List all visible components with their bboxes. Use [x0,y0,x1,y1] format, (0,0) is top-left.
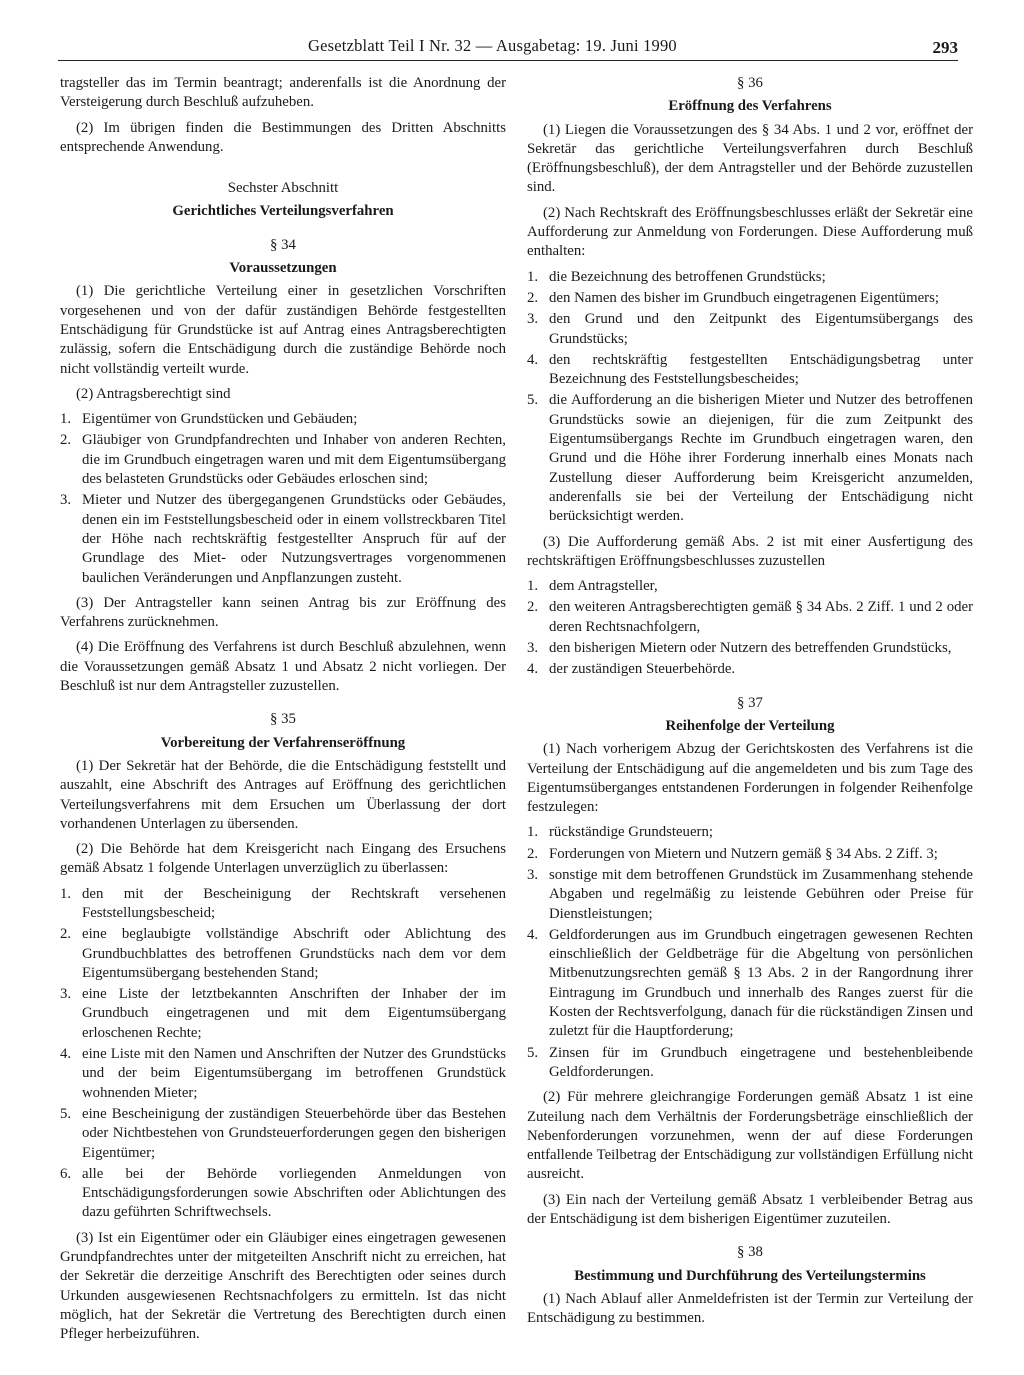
list-item [527,1044,973,1083]
paragraph: (2) Für mehrere gleichrangige Forderungen gemäß Absatz 1 ist eine Zuteilung nach dem Verhältnis der Forderungsbeträge einschließlich der Nebenforderungen vorzunehmen, wenn der auf diese Forderungen entfallende Teilbetrag der Entschädigung zur vollständigen Erfüllung nicht ausreicht. [527,1089,973,1183]
list-item [527,310,973,349]
list-item [527,823,973,842]
list-item-number: 6. [60,1165,72,1182]
section-title: Gerichtliches Verteilungsverfahren [172,203,394,220]
list-item-text: Eigentümer von Grundstücken und Gebäuden; [82,411,358,428]
paragraph: (3) Ist ein Eigentümer oder ein Gläubiger eines eingetragen gewesenen Grundpfandrechtes unter der mitgeteilten Anschrift nicht zu erreichen, hat der Sekretär die derzeitige Anschrift des Berechtigten oder seines durch Urkunden ausgewiesenen Rechtsnachfolgers zu ermitteln. Ist das nicht möglich, hat der Sekretär die Vertretung des Berechtigten durch einen Pfleger herbeizuführen. [60,1229,506,1343]
list-item [60,491,506,587]
list-item-number: 4. [527,351,539,368]
list-item-text: alle bei der Behörde vorliegenden Anmeldungen von Entschädigungsforderungen sowie Abschriften oder Ablichtungen des dazu geführten Schriftwechsels. [82,1165,506,1221]
paragraph: (2) Die Behörde hat dem Kreisgericht nach Eingang des Ersuchens gemäß Absatz 1 folgende Unterlagen unverzüglich zu überlassen: [60,841,506,877]
paragraph: (3) Die Aufforderung gemäß Abs. 2 ist mit einer Ausfertigung des rechtskräftigen Eröffnungsbeschlusses zuzustellen [527,533,973,569]
list-item-number: 1. [527,824,539,841]
paragraph-title: Eröffnung des Verfahrens [668,98,832,115]
list-item [60,431,506,489]
section-heading: Sechster Abschnitt [227,180,339,197]
list-item [527,639,973,658]
paragraph: (3) Der Antragsteller kann seinen Antrag bis zur Eröffnung des Verfahrens zurücknehmen. [60,594,506,631]
paragraph: (2) Nach Rechtskraft des Eröffnungsbeschlusses erläßt der Sekretär eine Aufforderung zur Anmeldung von Forderungen. Diese Aufforderung muß enthalten: [527,204,973,260]
paragraph: (3) Ein nach der Verteilung gemäß Absatz 1 verbleibender Betrag aus der Entschädigung ist dem bisherigen Eigentümer zuzuteilen. [527,1191,973,1228]
header-title: Gesetzblatt Teil I Nr. 32 — Ausgabetag: 19. Juni 1990 [308,36,677,55]
paragraph: (1) Nach Ablauf aller Anmeldefristen ist der Termin zur Verteilung der Entschädigung zu bestimmen. [527,1290,973,1327]
list-item-text: Mieter und Nutzer des übergegangenen Grundstücks oder Gebäudes, denen ein im Feststellungsbescheid oder in einem vollstreckbaren Titel der Höhe nach rechtskräftig festgestellter Anspruch für auf der Grundlage des Miet- oder Nutzungsvertrages vorgenommenen baulichen Veränderungen und Anpflanzungen zusteht. [82,492,506,586]
list-item-number: 5. [60,1105,72,1122]
list-item [60,1105,506,1163]
paragraph: (1) Nach vorherigem Abzug der Gerichtskosten des Verfahrens ist die Verteilung der Entschädigung auf die angemeldeten und bis zum Tage des Eigentumsüberganges entstandenen Forderungen in folgender Reihenfolge festzulegen: [527,741,973,816]
list-item-number: 2. [60,926,72,943]
paragraph-number: § 36 [737,75,763,91]
list-item-number: 4. [60,1046,72,1063]
list-item-number: 3. [60,986,72,1003]
list-item [60,410,506,429]
list-item [527,866,973,924]
list-item [60,885,506,924]
list-item-text: den weiteren Antragsberechtigten gemäß § 34 Abs. 2 Ziff. 1 und 2 oder deren Rechtsnachfolgern, [549,599,973,635]
list-item [527,289,973,308]
list-item-number: 1. [60,411,72,428]
list-item-number: 4. [527,661,539,678]
list-item-text: der zuständigen Steuerbehörde. [549,661,736,678]
list-item-number: 1. [60,885,72,902]
list-item-number: 2. [527,845,539,862]
paragraph: (2) Im übrigen finden die Bestimmungen des Dritten Abschnitts entsprechende Anwendung. [60,119,506,155]
list-item-number: 4. [527,926,539,943]
list-item-text: sonstige mit dem betroffenen Grundstück im Zusammenhang stehende Abgaben und regelmäßig zu leistende Gebühren oder Preise für Dienstleistungen; [549,866,973,922]
right-column [527,74,973,1335]
left-column [60,74,506,1351]
list-item [527,845,973,864]
list-item-text: die Bezeichnung des betroffenen Grundstücks; [549,268,826,285]
list-item [60,985,506,1043]
page-header [58,34,958,61]
paragraph-title: Reihenfolge der Verteilung [665,717,835,734]
list-item-text: den Namen des bisher im Grundbuch eingetragenen Eigentümers; [549,289,939,306]
list-item-number: 5. [527,1044,539,1061]
list-item-number: 2. [60,432,72,449]
list-item-text: Gläubiger von Grundpfandrechten und Inhaber von anderen Rechten, die im Grundbuch eingetragen waren und mit dem Eigentumsübergang des belasteten Grundstücks oder Gebäudes erloschen sind; [82,432,506,488]
list-item [60,1045,506,1103]
list-item-number: 3. [527,866,539,883]
list-item-text: die Aufforderung an die bisherigen Mieter und Nutzer des betroffenen Grundstücks sowie an diejenigen, für die zum Zeitpunkt des Eigentumsübergangs Rechte im Grundbuch eingetragen waren, den Grund und die Höhe ihrer Forderung innerhalb eines Monats nach Zustellung dieser Aufforderung beim Kreisgericht anzumelden, anderenfalls sie bei der Verteilung der Entschädigung nicht berücksichtigt werden. [549,392,973,525]
list-item-number: 2. [527,289,539,306]
paragraph: (1) Die gerichtliche Verteilung einer in gesetzlichen Vorschriften vorgesehenen und von der dafür zuständigen Behörde festgestellten Entschädigung für Grundstücke ist auf Antrag eines Antragsberechtigten zulässig, sofern die Entschädigung durch die zuständige Behörde noch nicht vollständig verteilt wurde. [60,283,506,377]
paragraph-number: § 37 [737,694,763,711]
list-item-number: 3. [527,640,539,657]
enumeration-list [527,268,973,527]
list-item-text: eine Bescheinigung der zuständigen Steuerbehörde über das Bestehen oder Nichtbestehen von Grundsteuerforderungen gegen den bisherigen Eigentümer; [82,1105,506,1161]
list-item [527,598,973,637]
paragraph-title: Bestimmung und Durchführung des Verteilungstermins [574,1267,926,1284]
list-item [527,926,973,1042]
paragraph: (1) Liegen die Voraussetzungen des § 34 Abs. 1 und 2 vor, eröffnet der Sekretär das gerichtliche Verteilungsverfahren durch Beschluß (Eröffnungsbeschluß), der dem Antragsteller und der Behörde zuzustellen sind. [527,121,973,196]
paragraph-number: § 35 [270,711,296,728]
paragraph-title: Voraussetzungen [229,260,337,277]
list-item-text: Geldforderungen aus im Grundbuch eingetragen gewesenen Rechten einschließlich der Geldbeträge für die Abgeltung von persönlichen Mitbenutzungsrechten gemäß § 13 Abs. 2 in der Rangordnung ihrer Eintragung im Grundbuch und innerhalb des Ranges zuerst für die Kosten der Rechtsverfolgung, danach für die rückständigen Zinsen und zuletzt für die Hauptforderung; [549,926,973,1040]
paragraph-title: Vorbereitung der Verfahrenseröffnung [160,734,406,751]
list-item-number: 5. [527,392,539,409]
list-item [527,391,973,526]
list-item-text: den bisherigen Mietern oder Nutzern des betreffenden Grundstücks, [549,640,952,657]
list-item-number: 2. [527,599,539,616]
list-item [60,1165,506,1223]
enumeration-list [60,410,506,588]
paragraph-number: § 34 [270,236,296,253]
list-item-text: den rechtskräftig festgestellten Entschädigungsbetrag unter Bezeichnung des Feststellungsbescheides; [549,351,973,388]
enumeration-list [527,577,973,679]
list-item-number: 3. [527,311,539,328]
paragraph: (1) Der Sekretär hat der Behörde, die die Entschädigung feststellt und auszahlt, eine Abschrift des Antrages auf Eröffnung des gerichtlichen Verteilungsverfahrens mit dem Ersuchen um Überlassung der dort vorhandenen Unterlagen zu übersenden. [60,757,506,832]
list-item-text: eine Liste der letztbekannten Anschriften der Inhaber der im Grundbuch eingetragenen und mit dem Eigentumsübergang erloschenen Rechte; [82,986,506,1041]
list-item-text: den mit der Bescheinigung der Rechtskraft versehenen Feststellungsbescheid; [82,885,506,921]
enumeration-list [60,885,506,1223]
list-item [527,660,973,679]
paragraph: (2) Antragsberechtigt sind [76,385,231,402]
list-item-number: 3. [60,492,72,509]
list-item-number: 1. [527,578,539,595]
list-item-number: 1. [527,268,539,285]
list-item [527,351,973,390]
page-number: 293 [932,38,958,57]
list-item [527,268,973,287]
paragraph: tragsteller das im Termin beantragt; anderenfalls ist die Anordnung der Versteigerung durch Beschluß aufzuheben. [60,75,506,111]
list-item-text: rückständige Grundsteuern; [549,824,713,841]
list-item-text: eine beglaubigte vollständige Abschrift oder Ablichtung des Grundbuchblattes des betroffenen Grundstücks nach dem vor dem Eigentumsübergang bestehenden Stand; [82,926,506,981]
list-item-text: Forderungen von Mietern und Nutzern gemäß § 34 Abs. 2 Ziff. 3; [549,845,938,862]
list-item-text: eine Liste mit den Namen und Anschriften der Nutzer des Grundstücks und der beim Eigentumsübergang im betroffenen Grundstück wohnenden Mieter; [82,1046,506,1101]
list-item-text: dem Antragsteller, [549,578,658,595]
paragraph: (4) Die Eröffnung des Verfahrens ist durch Beschluß abzulehnen, wenn die Voraussetzungen gemäß Absatz 1 und Absatz 2 nicht vorliegen. Der Beschluß ist nur dem Antragsteller zuzustellen. [60,639,506,695]
list-item [60,925,506,983]
list-item-text: den Grund und den Zeitpunkt des Eigentumsübergangs des Grundstücks; [549,311,973,347]
list-item-text: Zinsen für im Grundbuch eingetragene und bestehenbleibende Geldforderungen. [549,1044,973,1080]
enumeration-list [527,823,973,1082]
paragraph-number: § 38 [737,1244,763,1261]
list-item [527,577,973,596]
